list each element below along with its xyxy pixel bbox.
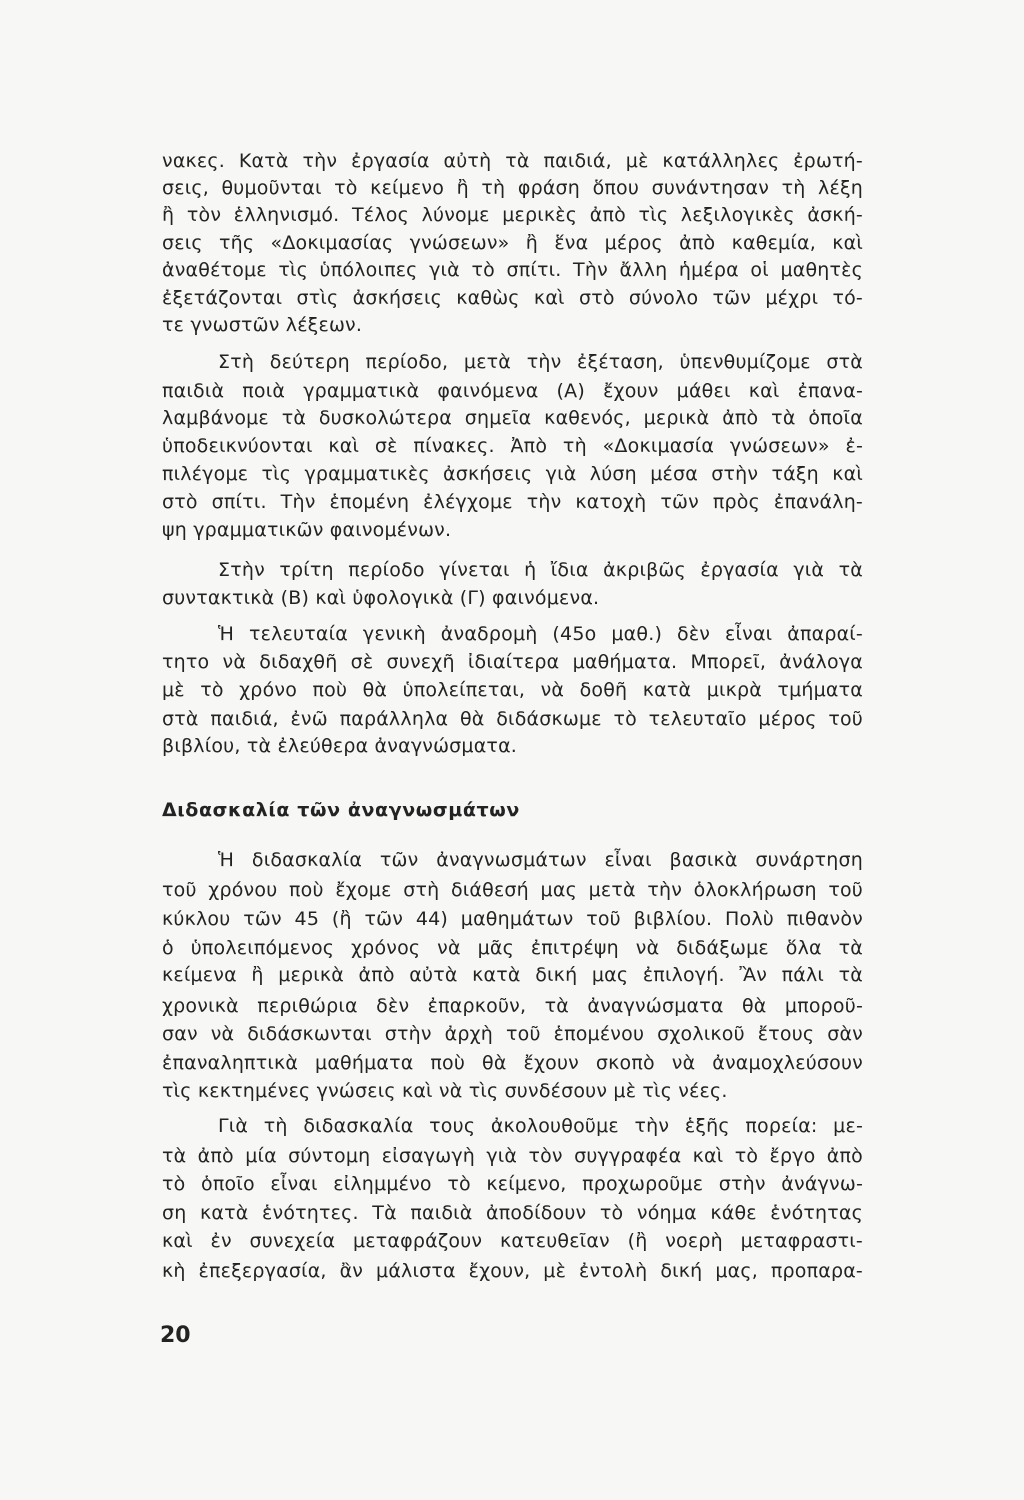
text-line: στὸ σπίτι. Τὴν ἑπομένη ἐλέγχομε τὴν κατοχὴ τῶν πρὸς ἐπανάλη-: [162, 491, 863, 513]
text-line: νακες. Κατὰ τὴν ἐργασία αὐτὴ τὰ παιδιά, μὲ κατάλληλες ἐρωτή-: [162, 150, 863, 172]
text-line: καὶ ἐν συνεχεία μεταφράζουν κατευθεῖαν (ἢ νοερὴ μεταφραστι-: [162, 1230, 863, 1252]
text-line: κύκλου τῶν 45 (ἢ τῶν 44) μαθημάτων τοῦ βιβλίου. Πολὺ πιθανὸν: [162, 908, 863, 930]
text-line: σεις τῆς «Δοκιμασίας γνώσεων» ἢ ἕνα μέρος ἀπὸ καθεμία, καὶ: [162, 232, 863, 254]
section-heading: Διδασκαλία τῶν ἀναγνωσμάτων: [162, 799, 520, 821]
text-line: Γιὰ τὴ διδασκαλία τους ἀκολουθοῦμε τὴν ἑξῆς πορεία: με-: [218, 1115, 863, 1137]
text-line: τὸ ὁποῖο εἶναι εἰλημμένο τὸ κείμενο, προχωροῦμε στὴν ἀνάγνω-: [162, 1173, 863, 1195]
text-line: κείμενα ἢ μερικὰ ἀπὸ αὐτὰ κατὰ δική μας ἐπιλογή. Ἂν πάλι τὰ: [162, 964, 863, 986]
text-line: χρονικὰ περιθώρια δὲν ἐπαρκοῦν, τὰ ἀναγνώσματα θὰ μποροῦ-: [162, 995, 863, 1017]
text-line: συντακτικὰ (Β) καὶ ὑφολογικὰ (Γ) φαινόμενα.: [162, 587, 600, 609]
text-line: τὶς κεκτημένες γνώσεις καὶ νὰ τὶς συνδέσουν μὲ τὶς νέες.: [162, 1080, 728, 1102]
text-line: Ἡ τελευταία γενικὴ ἀναδρομὴ (45ο μαθ.) δὲν εἶναι ἀπαραί-: [218, 623, 863, 645]
text-line: ἐξετάζονται στὶς ἀσκήσεις καθὼς καὶ στὸ σύνολο τῶν μέχρι τό-: [162, 287, 863, 309]
text-line: λαμβάνομε τὰ δυσκολώτερα σημεῖα καθενός, μερικὰ ἀπὸ τὰ ὁποῖα: [162, 407, 863, 429]
text-line: ἐπαναληπτικὰ μαθήματα ποὺ θὰ ἔχουν σκοπὸ νὰ ἀναμοχλεύσουν: [162, 1052, 863, 1074]
text-line: ψη γραμματικῶν φαινομένων.: [162, 519, 452, 541]
text-line: κὴ ἐπεξεργασία, ἂν μάλιστα ἔχουν, μὲ ἐντολὴ δική μας, προπαρα-: [162, 1260, 863, 1282]
text-line: τοῦ χρόνου ποὺ ἔχομε στὴ διάθεσή μας μετὰ τὴν ὁλοκλήρωση τοῦ: [162, 879, 863, 901]
text-line: σαν νὰ διδάσκωνται στὴν ἀρχὴ τοῦ ἑπομένου σχολικοῦ ἔτους σὰν: [162, 1023, 863, 1045]
text-line: τὰ ἀπὸ μία σύντομη εἰσαγωγὴ γιὰ τὸν συγγραφέα καὶ τὸ ἔργο ἀπὸ: [162, 1145, 863, 1167]
text-line: Στὴ δεύτερη περίοδο, μετὰ τὴν ἐξέταση, ὑπενθυμίζομε στὰ: [218, 351, 863, 373]
text-line: Στὴν τρίτη περίοδο γίνεται ἡ ἴδια ἀκριβῶς ἐργασία γιὰ τὰ: [218, 559, 863, 581]
text-line: ὑποδεικνύονται καὶ σὲ πίνακες. Ἀπὸ τὴ «Δοκιμασία γνώσεων» ἐ-: [162, 435, 863, 457]
text-line: Ἡ διδασκαλία τῶν ἀναγνωσμάτων εἶναι βασικὰ συνάρτηση: [218, 849, 863, 871]
text-line: σεις, θυμοῦνται τὸ κείμενο ἢ τὴ φράση ὅπου συνάντησαν τὴ λέξη: [162, 177, 863, 199]
text-line: ὁ ὑπολειπόμενος χρόνος νὰ μᾶς ἐπιτρέψη νὰ διδάξωμε ὅλα τὰ: [162, 937, 863, 959]
page-number: 20: [160, 1323, 191, 1348]
text-line: μὲ τὸ χρόνο ποὺ θὰ ὑπολείπεται, νὰ δοθῆ κατὰ μικρὰ τμήματα: [162, 679, 863, 701]
text-line: ἢ τὸν ἑλληνισμό. Τέλος λύνομε μερικὲς ἀπὸ τὶς λεξιλογικὲς ἀσκή-: [162, 204, 863, 226]
text-line: τε γνωστῶν λέξεων.: [162, 314, 363, 336]
text-line: τητο νὰ διδαχθῆ σὲ συνεχῆ ἰδιαίτερα μαθήματα. Μπορεῖ, ἀνάλογα: [162, 651, 863, 673]
text-line: πιλέγομε τὶς γραμματικὲς ἀσκήσεις γιὰ λύση μέσα στὴν τάξη καὶ: [162, 463, 863, 485]
text-line: ση κατὰ ἑνότητες. Τὰ παιδιὰ ἀποδίδουν τὸ νόημα κάθε ἑνότητας: [162, 1202, 863, 1224]
text-line: παιδιὰ ποιὰ γραμματικὰ φαινόμενα (Α) ἔχουν μάθει καὶ ἐπανα-: [162, 380, 863, 402]
text-line: στὰ παιδιά, ἐνῶ παράλληλα θὰ διδάσκωμε τὸ τελευταῖο μέρος τοῦ: [162, 708, 863, 730]
text-line: ἀναθέτομε τὶς ὑπόλοιπες γιὰ τὸ σπίτι. Τὴν ἄλλη ἡμέρα οἱ μαθητὲς: [162, 259, 863, 281]
text-line: βιβλίου, τὰ ἐλεύθερα ἀναγνώσματα.: [162, 735, 518, 757]
